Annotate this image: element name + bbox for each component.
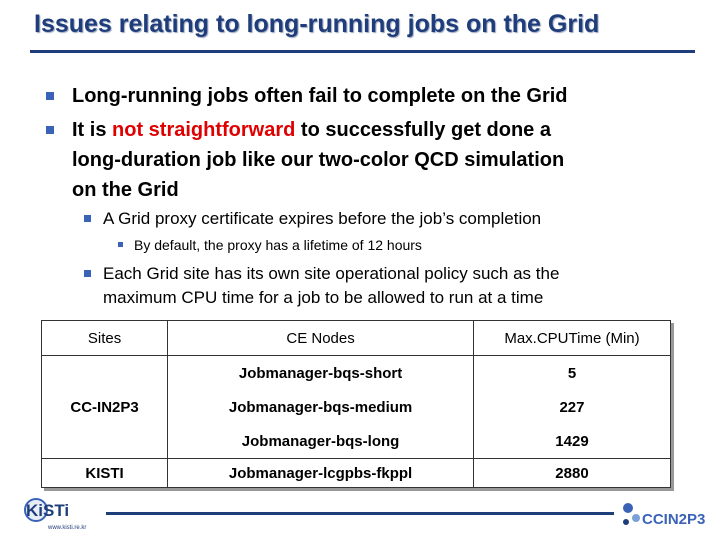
max-cpu-cell: 1429 <box>473 424 670 459</box>
bullet-2-line-1 <box>72 117 551 143</box>
table-row <box>42 356 671 391</box>
bullet-2-highlight: not straightforward <box>112 119 296 141</box>
sub-bullet-square-icon <box>84 270 91 277</box>
bullet-square-icon <box>46 126 54 134</box>
table-header-row <box>42 321 671 356</box>
ccin2p3-logo-icon <box>618 494 714 534</box>
bullet-1: Long-running jobs often fail to complete on the Grid <box>72 85 568 107</box>
subsub-bullet-square-icon <box>118 242 123 247</box>
bullet-2-pre: It is <box>72 119 113 141</box>
sub-bullet-2-line-1: Each Grid site has its own site operational policy such as the <box>103 264 560 283</box>
ce-node-cell: Jobmanager-lcgpbs-fkppl <box>168 459 474 488</box>
site-cell: CC-IN2P3 <box>42 356 168 459</box>
slide-title: Issues relating to long-running jobs on the Grid <box>34 10 600 38</box>
svg-text:KiSTi: KiSTi <box>26 501 70 520</box>
site-cell: KISTI <box>42 459 168 488</box>
bullet-square-icon <box>46 92 54 100</box>
table-row <box>42 459 671 488</box>
footer-rule <box>106 512 614 515</box>
sub-bullet-square-icon <box>84 215 91 222</box>
kisti-logo-icon <box>20 492 110 532</box>
ce-node-cell: Jobmanager-bqs-short <box>168 356 474 391</box>
bullet-2-line-2: long-duration job like our two-color QCD simulation <box>72 149 565 171</box>
sub-bullet-2-line-2: maximum CPU time for a job to be allowed to run at a time <box>103 288 544 307</box>
max-cpu-cell: 2880 <box>473 459 670 488</box>
sub-bullet-1: A Grid proxy certificate expires before the job’s completion <box>103 209 542 228</box>
svg-text:CCIN2P3: CCIN2P3 <box>642 511 706 528</box>
title-underline <box>30 50 695 53</box>
header-sites: Sites <box>42 321 168 356</box>
subsub-bullet-1: By default, the proxy has a lifetime of 12 hours <box>134 237 422 253</box>
cpu-time-table <box>41 320 671 488</box>
ce-node-cell: Jobmanager-bqs-long <box>168 424 474 459</box>
max-cpu-cell: 5 <box>473 356 670 391</box>
header-max-cpu-time: Max.CPUTime (Min) <box>473 321 670 356</box>
bullet-2-line-3: on the Grid <box>72 179 179 201</box>
svg-text:www.kisti.re.kr: www.kisti.re.kr <box>48 525 87 531</box>
max-cpu-cell: 227 <box>473 390 670 424</box>
header-ce-nodes: CE Nodes <box>168 321 474 356</box>
ce-node-cell: Jobmanager-bqs-medium <box>168 390 474 424</box>
bullet-2-post: to successfully get done a <box>295 119 551 141</box>
